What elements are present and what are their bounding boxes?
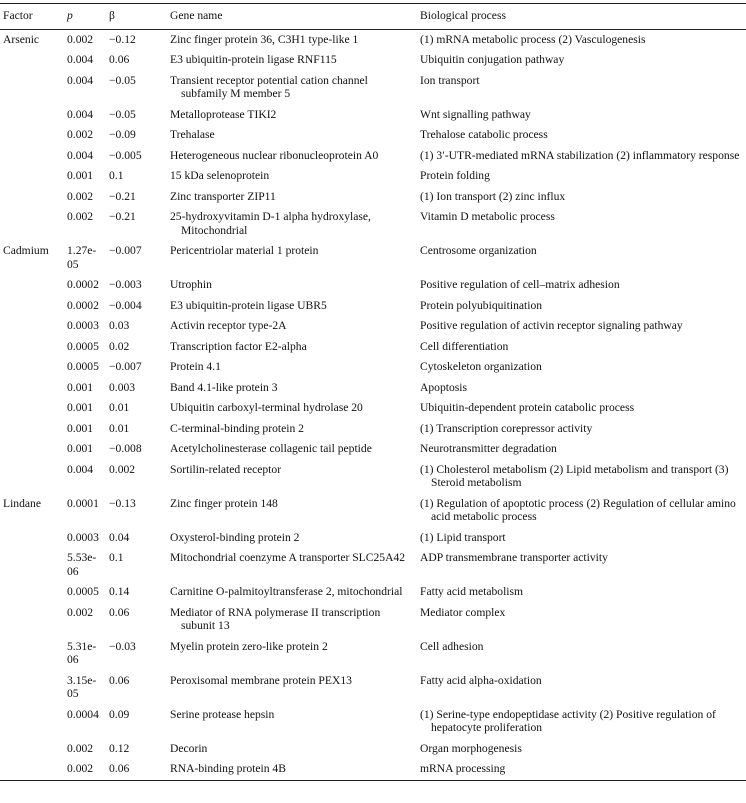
biological-process-cell: (1) Serine-type endopeptidase activity (2) Positive regulation of hepatocyte proliferation xyxy=(420,707,716,734)
gene-name-cell: Mediator of RNA polymerase II transcription subunit 13 xyxy=(170,605,381,632)
biological-process-cell: (1) Transcription corepressor activity xyxy=(420,421,593,435)
table-row xyxy=(0,528,746,549)
p-value-cell: 0.004 xyxy=(67,148,94,162)
table-row xyxy=(0,603,746,637)
table-body xyxy=(0,29,746,780)
beta-cell: 0.06 xyxy=(109,53,130,66)
gene-association-table xyxy=(0,3,746,781)
beta-cell: 0.01 xyxy=(109,401,130,414)
header-beta: β xyxy=(109,9,115,22)
table-row xyxy=(0,207,746,241)
table-row xyxy=(0,71,746,105)
gene-name-cell: Ubiquitin carboxyl-terminal hydrolase 20 xyxy=(170,401,363,414)
factor-cell-empty xyxy=(0,187,64,208)
gene-name-cell: Zinc finger protein 36, C3H1 type-like 1 xyxy=(170,32,359,46)
p-value-cell: 0.0003 xyxy=(67,319,99,332)
table-row xyxy=(0,337,746,358)
table-row xyxy=(0,50,746,71)
table-row xyxy=(0,548,746,582)
gene-name-cell: Acetylcholinesterase collagenic tail peptide xyxy=(170,442,372,455)
factor-cell-empty xyxy=(0,603,64,637)
p-value-cell: 0.001 xyxy=(67,169,94,182)
gene-name-cell: Peroxisomal membrane protein PEX13 xyxy=(170,673,352,687)
table-row xyxy=(0,439,746,460)
biological-process-cell: Fatty acid alpha-oxidation xyxy=(420,673,542,687)
biological-process-cell: Trehalose catabolic process xyxy=(420,128,548,141)
p-value-cell: 1.27e-05 xyxy=(67,244,97,271)
p-value-cell: 5.31e-06 xyxy=(67,639,97,666)
beta-cell: 0.002 xyxy=(109,462,136,476)
header-factor: Factor xyxy=(3,9,33,22)
gene-name-cell: Utrophin xyxy=(170,278,212,291)
biological-process-cell: Ubiquitin conjugation pathway xyxy=(420,53,565,66)
table-row xyxy=(0,398,746,419)
factor-cell: Arsenic xyxy=(3,32,40,46)
biological-process-cell: (1) Ion transport (2) zinc influx xyxy=(420,189,566,203)
beta-cell: 0.003 xyxy=(109,380,136,394)
p-value-cell: 0.004 xyxy=(67,73,94,87)
factor-cell-empty xyxy=(0,739,64,760)
factor-cell-empty xyxy=(0,378,64,399)
biological-process-cell: mRNA processing xyxy=(420,762,506,775)
gene-name-cell: E3 ubiquitin-protein ligase UBR5 xyxy=(170,298,327,312)
gene-name-cell: Pericentriolar material 1 protein xyxy=(170,244,319,257)
biological-process-cell: Vitamin D metabolic process xyxy=(420,210,555,223)
biological-process-cell: Cell adhesion xyxy=(420,639,484,653)
beta-cell: −0.21 xyxy=(109,189,136,203)
p-value-cell: 0.002 xyxy=(67,605,94,619)
factor-cell: Cadmium xyxy=(3,244,49,257)
table-row xyxy=(0,419,746,440)
beta-cell: −0.05 xyxy=(109,107,136,121)
beta-cell: 0.03 xyxy=(109,319,130,332)
biological-process-cell: (1) Cholesterol metabolism (2) Lipid metabolism and transport (3) Steroid metabolism xyxy=(420,462,729,489)
beta-cell: 0.06 xyxy=(109,673,130,687)
factor-cell-empty xyxy=(0,207,64,241)
p-value-cell: 0.0005 xyxy=(67,585,99,598)
table-row xyxy=(0,316,746,337)
gene-name-cell: Carnitine O-palmitoyltransferase 2, mitochondrial xyxy=(170,585,403,598)
p-value-cell: 0.001 xyxy=(67,421,94,435)
p-value-cell: 0.0005 xyxy=(67,360,99,373)
factor-cell-empty xyxy=(0,582,64,603)
p-value-cell: 0.004 xyxy=(67,53,94,66)
factor-cell-empty xyxy=(0,50,64,71)
factor-cell-empty xyxy=(0,125,64,146)
factor-cell-empty xyxy=(0,337,64,358)
header-row xyxy=(0,4,746,30)
beta-cell: 0.1 xyxy=(109,551,124,564)
beta-cell: 0.06 xyxy=(109,762,130,775)
gene-name-cell: Heterogeneous nuclear ribonucleoprotein A0 xyxy=(170,148,379,162)
table-row xyxy=(0,705,746,739)
biological-process-cell: Centrosome organization xyxy=(420,244,537,257)
gene-name-cell: Oxysterol-binding protein 2 xyxy=(170,530,300,544)
gene-name-cell: E3 ubiquitin-protein ligase RNF115 xyxy=(170,53,337,66)
gene-name-cell: RNA-binding protein 4B xyxy=(170,762,286,775)
beta-cell: −0.03 xyxy=(109,639,136,653)
factor-cell-empty xyxy=(0,275,64,296)
p-value-cell: 0.0004 xyxy=(67,707,99,721)
gene-name-cell: Zinc finger protein 148 xyxy=(170,496,278,510)
gene-name-cell: Activin receptor type-2A xyxy=(170,319,287,332)
p-value-cell: 0.002 xyxy=(67,128,94,141)
gene-name-cell: Metalloprotease TIKI2 xyxy=(170,107,277,121)
p-value-cell: 0.004 xyxy=(67,462,94,476)
table-row xyxy=(0,275,746,296)
factor-cell-empty xyxy=(0,439,64,460)
p-value-cell: 0.0005 xyxy=(67,339,99,353)
factor-cell-empty xyxy=(0,460,64,494)
factor-cell-empty xyxy=(0,548,64,582)
table-row xyxy=(0,241,746,275)
biological-process-cell: (1) mRNA metabolic process (2) Vasculogenesis xyxy=(420,32,646,46)
table-row xyxy=(0,357,746,378)
beta-cell: −0.003 xyxy=(109,278,142,291)
biological-process-cell: Mediator complex xyxy=(420,605,506,619)
table-row xyxy=(0,105,746,126)
header-p: p xyxy=(67,9,73,22)
beta-cell: 0.02 xyxy=(109,339,130,353)
factor-cell-empty xyxy=(0,637,64,671)
factor-cell-empty xyxy=(0,357,64,378)
table-row xyxy=(0,759,746,780)
table-row xyxy=(0,671,746,705)
gene-name-cell: Trehalase xyxy=(170,128,215,141)
header-biological-process: Biological process xyxy=(420,9,506,22)
gene-name-cell: Transient receptor potential cation channel subfamily M member 5 xyxy=(170,73,368,100)
biological-process-cell: (1) Regulation of apoptotic process (2) Regulation of cellular amino acid metabolic process xyxy=(420,496,736,523)
factor-cell-empty xyxy=(0,419,64,440)
biological-process-cell: Ubiquitin-dependent protein catabolic process xyxy=(420,401,635,414)
factor-cell-empty xyxy=(0,105,64,126)
p-value-cell: 0.002 xyxy=(67,189,94,203)
factor-cell-empty xyxy=(0,296,64,317)
table-row xyxy=(0,166,746,187)
gene-name-cell: Band 4.1-like protein 3 xyxy=(170,380,278,394)
biological-process-cell: Wnt signalling pathway xyxy=(420,107,531,121)
gene-name-cell: Zinc transporter ZIP11 xyxy=(170,189,276,203)
factor-cell-empty xyxy=(0,759,64,780)
p-value-cell: 5.53e-06 xyxy=(67,551,97,578)
beta-cell: −0.005 xyxy=(109,148,142,162)
gene-name-cell: 25-hydroxyvitamin D-1 alpha hydroxylase, Mitochondrial xyxy=(170,210,371,237)
gene-name-cell: Sortilin-related receptor xyxy=(170,462,282,476)
factor-cell-empty xyxy=(0,671,64,705)
gene-name-cell: Myelin protein zero-like protein 2 xyxy=(170,639,328,653)
p-value-cell: 0.0002 xyxy=(67,278,99,291)
table-row xyxy=(0,494,746,528)
biological-process-cell: Protein polyubiquitination xyxy=(420,298,543,312)
table-row xyxy=(0,378,746,399)
gene-name-cell: Serine protease hepsin xyxy=(170,707,275,721)
beta-cell: −0.007 xyxy=(109,244,142,257)
p-value-cell: 0.0002 xyxy=(67,298,99,312)
beta-cell: −0.008 xyxy=(109,442,142,455)
table-row xyxy=(0,637,746,671)
gene-name-cell: C-terminal-binding protein 2 xyxy=(170,421,304,435)
gene-name-cell: Mitochondrial coenzyme A transporter SLC25A42 xyxy=(170,551,406,564)
biological-process-cell: Apoptosis xyxy=(420,380,468,394)
biological-process-cell: (1) Lipid transport xyxy=(420,530,506,544)
factor-cell-empty xyxy=(0,705,64,739)
p-value-cell: 0.001 xyxy=(67,442,94,455)
factor-cell: Lindane xyxy=(3,496,41,510)
p-value-cell: 0.0003 xyxy=(67,530,99,544)
p-value-cell: 0.002 xyxy=(67,741,94,755)
biological-process-cell: Organ morphogenesis xyxy=(420,741,522,755)
gene-name-cell: 15 kDa selenoprotein xyxy=(170,169,270,182)
p-value-cell: 3.15e-05 xyxy=(67,673,97,700)
factor-cell-empty xyxy=(0,71,64,105)
factor-cell-empty xyxy=(0,146,64,167)
table-row xyxy=(0,187,746,208)
beta-cell: −0.09 xyxy=(109,128,136,141)
biological-process-cell: Cytoskeleton organization xyxy=(420,360,542,373)
table-row xyxy=(0,29,746,50)
beta-cell: −0.21 xyxy=(109,210,136,223)
factor-cell-empty xyxy=(0,166,64,187)
biological-process-cell: Cell differentiation xyxy=(420,339,509,353)
biological-process-cell: ADP transmembrane transporter activity xyxy=(420,551,608,564)
beta-cell: −0.007 xyxy=(109,360,142,373)
beta-cell: −0.004 xyxy=(109,298,142,312)
p-value-cell: 0.002 xyxy=(67,762,94,775)
biological-process-cell: Neurotransmitter degradation xyxy=(420,442,557,455)
table-row xyxy=(0,146,746,167)
p-value-cell: 0.0001 xyxy=(67,496,99,510)
header-gene-name: Gene name xyxy=(170,9,223,22)
biological-process-cell: Fatty acid metabolism xyxy=(420,585,524,598)
beta-cell: 0.12 xyxy=(109,741,130,755)
beta-cell: −0.12 xyxy=(109,32,136,46)
beta-cell: −0.05 xyxy=(109,73,136,87)
beta-cell: 0.1 xyxy=(109,169,124,182)
p-value-cell: 0.001 xyxy=(67,380,94,394)
table-row xyxy=(0,460,746,494)
beta-cell: 0.01 xyxy=(109,421,130,435)
p-value-cell: 0.002 xyxy=(67,32,94,46)
biological-process-cell: (1) 3′-UTR-mediated mRNA stabilization (2) inflammatory response xyxy=(420,148,740,162)
gene-name-cell: Transcription factor E2-alpha xyxy=(170,339,307,353)
table-row xyxy=(0,125,746,146)
biological-process-cell: Ion transport xyxy=(420,73,480,87)
table-row xyxy=(0,739,746,760)
biological-process-cell: Protein folding xyxy=(420,169,490,182)
gene-name-cell: Decorin xyxy=(170,741,208,755)
biological-process-cell: Positive regulation of activin receptor signaling pathway xyxy=(420,319,683,332)
biological-process-cell: Positive regulation of cell–matrix adhesion xyxy=(420,278,620,291)
beta-cell: 0.09 xyxy=(109,707,130,721)
p-value-cell: 0.001 xyxy=(67,401,94,414)
table-row xyxy=(0,296,746,317)
beta-cell: 0.06 xyxy=(109,605,130,619)
p-value-cell: 0.004 xyxy=(67,107,94,121)
beta-cell: 0.14 xyxy=(109,585,130,598)
factor-cell-empty xyxy=(0,528,64,549)
beta-cell: −0.13 xyxy=(109,496,136,510)
p-value-cell: 0.002 xyxy=(67,210,94,223)
factor-cell-empty xyxy=(0,316,64,337)
gene-name-cell: Protein 4.1 xyxy=(170,360,221,373)
factor-cell-empty xyxy=(0,398,64,419)
table-row xyxy=(0,582,746,603)
beta-cell: 0.04 xyxy=(109,530,130,544)
